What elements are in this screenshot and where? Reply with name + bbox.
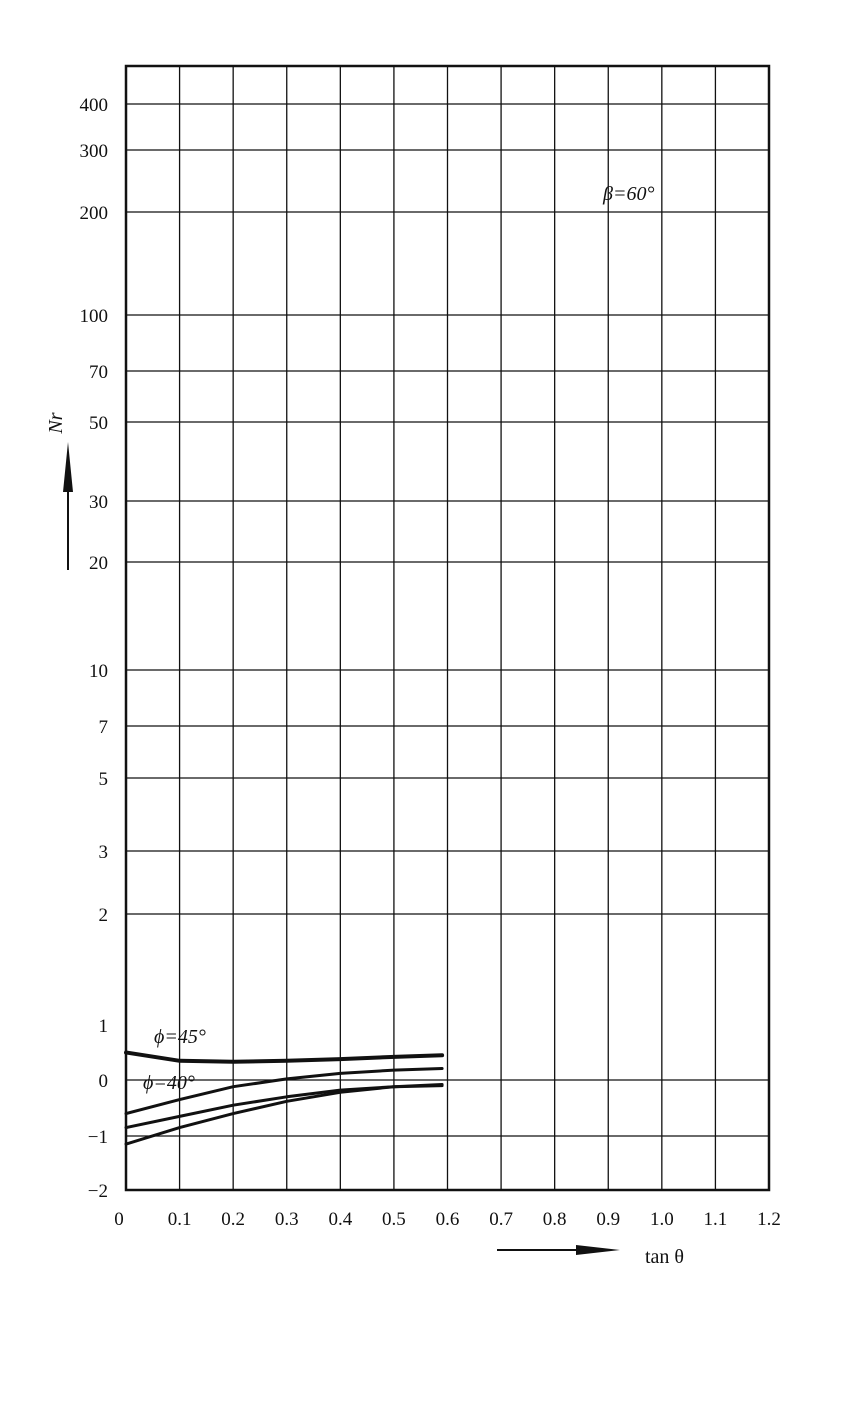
series-line-1 <box>126 1053 442 1062</box>
y-axis-label: Nr <box>45 412 67 434</box>
x-tick-label: 0.2 <box>221 1209 246 1230</box>
y-tick-label: −2 <box>87 1181 108 1202</box>
y-tick-label: 300 <box>79 141 108 162</box>
phi45-label: ϕ=45° <box>154 1026 206 1048</box>
x-tick-label: 0.1 <box>167 1209 192 1230</box>
y-tick-label: 20 <box>89 553 108 574</box>
y-tick-label: 70 <box>89 362 108 383</box>
x-tick-label: 1.0 <box>649 1209 674 1230</box>
x-tick-label: 0.7 <box>489 1209 513 1230</box>
x-axis-label: tan θ <box>645 1246 685 1268</box>
x-tick-label: 0.8 <box>542 1209 567 1230</box>
y-tick-label: 2 <box>98 905 108 926</box>
x-tick-label: 1.2 <box>757 1209 781 1230</box>
x-tick-label: 0.4 <box>328 1209 353 1230</box>
y-tick-label: 50 <box>89 413 108 434</box>
grid <box>126 66 769 1190</box>
y-axis-arrow-head <box>63 442 73 492</box>
x-tick-label: 0 <box>114 1209 124 1230</box>
y-tick-labels <box>80 95 109 1202</box>
y-tick-label: 400 <box>79 95 108 116</box>
y-tick-label: 3 <box>98 842 108 863</box>
y-tick-label: 0 <box>98 1071 108 1092</box>
phi40-label: ϕ=40° <box>143 1072 195 1094</box>
series-lines <box>126 1053 442 1145</box>
y-tick-label: 7 <box>98 717 108 738</box>
x-tick-labels <box>114 1209 781 1230</box>
x-tick-label: 1.1 <box>703 1209 728 1230</box>
y-tick-label: 30 <box>89 492 108 513</box>
x-tick-label: 0.5 <box>382 1209 406 1230</box>
y-tick-label: 100 <box>79 306 108 327</box>
x-axis-arrow-head <box>576 1245 620 1255</box>
beta-annotation: β=60° <box>603 183 655 205</box>
y-tick-label: 200 <box>79 203 108 224</box>
y-tick-label: 10 <box>89 661 108 682</box>
x-tick-label: 0.6 <box>435 1209 460 1230</box>
x-tick-label: 0.9 <box>596 1209 621 1230</box>
y-tick-label: 5 <box>98 769 108 790</box>
x-tick-label: 0.3 <box>274 1209 299 1230</box>
y-tick-label: −1 <box>87 1127 108 1148</box>
y-tick-label: 1 <box>98 1016 108 1037</box>
